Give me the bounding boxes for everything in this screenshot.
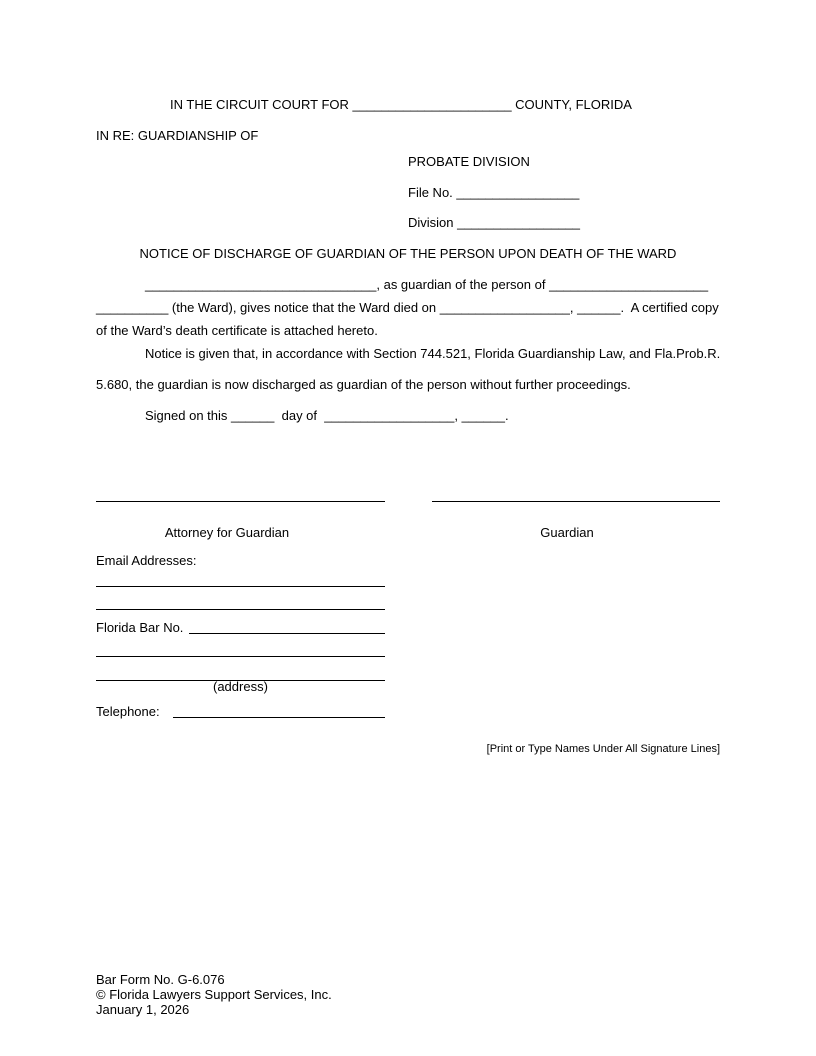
document-title: NOTICE OF DISCHARGE OF GUARDIAN OF THE PERSON UPON DEATH OF THE WARD xyxy=(139,246,677,261)
body-paragraph-2-line-2: 5.680, the guardian is now discharged as guardian of the person without further proceedings. xyxy=(96,377,631,392)
email-label: Email Addresses: xyxy=(96,553,197,568)
florida-bar-label: Florida Bar No. xyxy=(96,620,184,635)
form-number: Bar Form No. G-6.076 xyxy=(96,972,225,987)
in-re-heading: IN RE: GUARDIANSHIP OF xyxy=(96,128,259,143)
body-paragraph-2-line-1: Notice is given that, in accordance with Section 744.521, Florida Guardianship Law, and Fla.Prob.R. xyxy=(145,346,721,361)
guardian-label: Guardian xyxy=(540,525,594,540)
form-date: January 1, 2026 xyxy=(96,1002,190,1017)
attorney-signature-line[interactable] xyxy=(96,501,385,502)
court-line: IN THE CIRCUIT COURT FOR ______________________ COUNTY, FLORIDA xyxy=(170,97,632,112)
email-line-1[interactable] xyxy=(96,586,385,587)
body-line-1[interactable]: ________________________________, as guardian of the person of ______________________ xyxy=(145,277,709,292)
division-field[interactable]: Division _________________ xyxy=(408,215,581,230)
address-label: (address) xyxy=(213,679,268,694)
division-name: PROBATE DIVISION xyxy=(408,154,530,169)
address-line-1[interactable] xyxy=(96,656,385,657)
signature-note: [Print or Type Names Under All Signature Lines] xyxy=(486,743,720,755)
body-line-2[interactable]: __________ (the Ward), gives notice that the Ward died on __________________, ______. A certified copy xyxy=(96,300,719,315)
body-line-3: of the Ward’s death certificate is attached hereto. xyxy=(96,323,378,338)
telephone-label: Telephone: xyxy=(96,704,160,719)
copyright: © Florida Lawyers Support Services, Inc. xyxy=(96,987,332,1002)
signed-date-line[interactable]: Signed on this ______ day of __________________, ______. xyxy=(145,408,509,423)
telephone-line[interactable] xyxy=(173,717,385,718)
florida-bar-line[interactable] xyxy=(189,633,385,634)
file-number-field[interactable]: File No. _________________ xyxy=(408,185,580,200)
guardian-signature-line[interactable] xyxy=(432,501,720,502)
email-line-2[interactable] xyxy=(96,609,385,610)
attorney-label: Attorney for Guardian xyxy=(164,525,290,540)
